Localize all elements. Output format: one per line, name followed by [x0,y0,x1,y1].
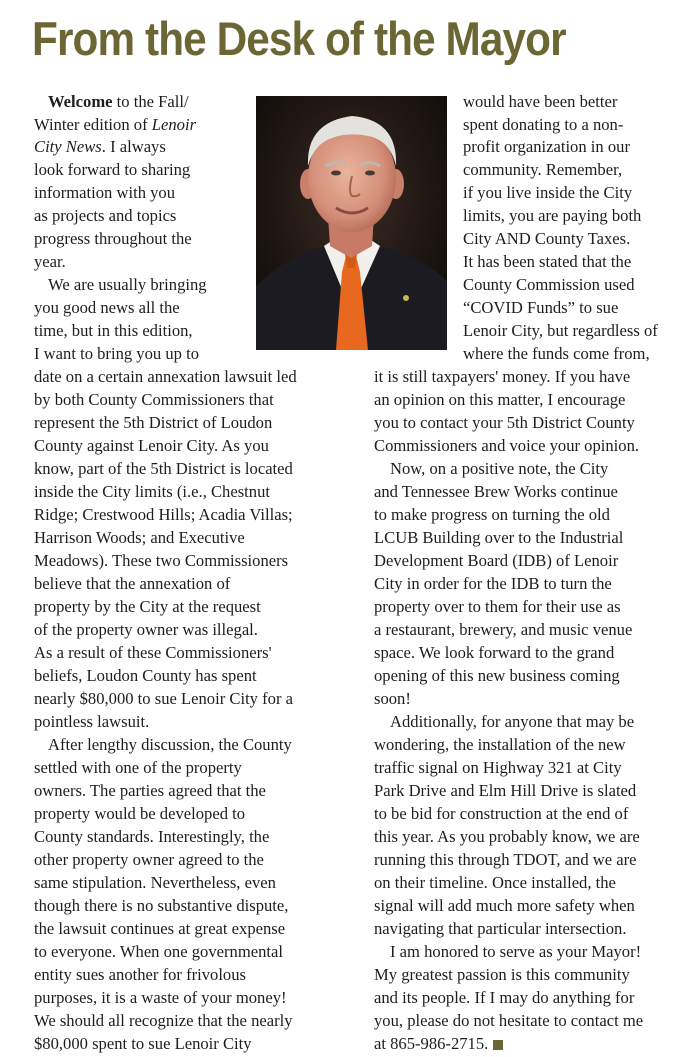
paragraph-line: County standards. Interestingly, the [34,827,270,846]
paragraph-line: Meadows). These two Commissioners [34,551,289,570]
paragraph-line: by both County Commissioners that [34,390,274,409]
paragraph-line: limits, you are paying both [463,206,642,225]
paragraph-line: it is still taxpayers' money. If you have [374,367,631,386]
paragraph-line: Welcome to the Fall/ [48,92,189,111]
paragraph-line: the lawsuit continues at great expense [34,919,286,938]
paragraph-line: As a result of these Commissioners' [34,643,272,662]
paragraph-line: property would be developed to [34,804,246,823]
paragraph-line: LCUB Building over to the Industrial [374,528,624,547]
paragraph-line: you, please do not hesitate to contact me [374,1011,644,1030]
paragraph-line: to be bid for construction at the end of [374,804,629,823]
paragraph-line: purposes, it is a waste of your money! [34,988,287,1007]
paragraph-line: Harrison Woods; and Executive [34,528,245,547]
paragraph-line: It has been stated that the [463,252,632,271]
paragraph-line: space. We look forward to the grand [374,643,615,662]
paragraph-line: this year. As you probably know, we are [374,827,640,846]
paragraph-line: running this through TDOT, and we are [374,850,637,869]
paragraph-line: and its people. If I may do anything for [374,988,635,1007]
paragraph-line: My greatest passion is this community [374,965,630,984]
paragraph-line: Now, on a positive note, the City [390,459,609,478]
paragraph-line: inside the City limits (i.e., Chestnut [34,482,270,501]
paragraph-line: County Commission used [463,275,635,294]
paragraph-line: time, but in this edition, [34,321,193,340]
paragraph-line: We should all recognize that the nearly [34,1011,293,1030]
paragraph-line: Park Drive and Elm Hill Drive is slated [374,781,637,800]
paragraph-line: entity sues another for frivolous [34,965,246,984]
paragraph-line: would have been better [463,92,618,111]
paragraph-line: opening of this new business coming [374,666,620,685]
paragraph-line: City AND County Taxes. [463,229,631,248]
paragraph-line: you to contact your 5th District County [374,413,635,432]
paragraph-line: progress throughout the [34,229,192,248]
paragraph-line: City in order for the IDB to turn the [374,574,612,593]
paragraph-line: Lenoir City, but regardless of [463,321,658,340]
paragraph-line: spent donating to a non- [463,115,624,134]
paragraph-line: After lengthy discussion, the County [48,735,292,754]
paragraph-line: a restaurant, brewery, and music venue [374,620,633,639]
paragraph-line: though there is no substantive dispute, [34,896,289,915]
paragraph-line: Commissioners and voice your opinion. [374,436,640,455]
paragraph-line: owners. The parties agreed that the [34,781,266,800]
paragraph-line: as projects and topics [34,206,177,225]
paragraph-line: community. Remember, [463,160,623,179]
paragraph-line: Ridge; Crestwood Hills; Acadia Villas; [34,505,293,524]
paragraph-line: on their timeline. Once installed, the [374,873,616,892]
paragraph-line: beliefs, Loudon County has spent [34,666,257,685]
paragraph-line: believe that the annexation of [34,574,231,593]
paragraph-line: City News. I always [34,137,166,156]
paragraph-line: where the funds come from, [463,344,650,363]
paragraph-line: date on a certain annexation lawsuit led [34,367,297,386]
portrait-illustration [256,96,447,350]
paragraph-line: I want to bring you up to [34,344,199,363]
page-title: From the Desk of the Mayor [32,12,566,65]
paragraph-line: an opinion on this matter, I encourage [374,390,626,409]
paragraph-line: Winter edition of Lenoir [34,115,197,134]
mayor-portrait [256,96,447,350]
paragraph-line: navigating that particular intersection. [374,919,627,938]
paragraph-line: and Tennessee Brew Works continue [374,482,618,501]
paragraph-line: to make progress on turning the old [374,505,610,524]
paragraph-line: traffic signal on Highway 321 at City [374,758,622,777]
paragraph-line: property over to them for their use as [374,597,621,616]
paragraph-line: at 865-986-2715. [374,1034,503,1054]
paragraph-line: if you live inside the City [463,183,633,202]
paragraph-line: signal will add much more safety when [374,896,635,915]
paragraph-line: of the property owner was illegal. [34,620,258,639]
paragraph-line: information with you [34,183,176,202]
paragraph-line: $80,000 spent to sue Lenoir City [34,1034,252,1053]
paragraph-line: We are usually bringing [48,275,207,294]
paragraph-line: property by the City at the request [34,597,261,616]
paragraph-line: I am honored to serve as your Mayor! [390,942,642,961]
paragraph-line: pointless lawsuit. [34,712,150,731]
paragraph-line: Additionally, for anyone that may be [390,712,635,731]
paragraph-line: “COVID Funds” to sue [463,298,619,317]
paragraph-line: soon! [374,689,411,708]
paragraph-line: profit organization in our [463,137,630,156]
end-of-article-square-icon [493,1040,503,1050]
paragraph-line: know, part of the 5th District is located [34,459,293,478]
paragraph-line: year. [34,252,66,271]
paragraph-line: other property owner agreed to the [34,850,264,869]
paragraph-line: same stipulation. Nevertheless, even [34,873,276,892]
paragraph-line: look forward to sharing [34,160,191,179]
paragraph-line: County against Lenoir City. As you [34,436,269,455]
paragraph-line: wondering, the installation of the new [374,735,626,754]
lead-bold: Welcome [48,92,113,111]
paragraph-line: nearly $80,000 to sue Lenoir City for a [34,689,293,708]
paragraph-line: Development Board (IDB) of Lenoir [374,551,619,570]
paragraph-line: represent the 5th District of Loudon [34,413,273,432]
paragraph-line: you good news all the [34,298,180,317]
paragraph-line: settled with one of the property [34,758,242,777]
paragraph-line: to everyone. When one governmental [34,942,283,961]
